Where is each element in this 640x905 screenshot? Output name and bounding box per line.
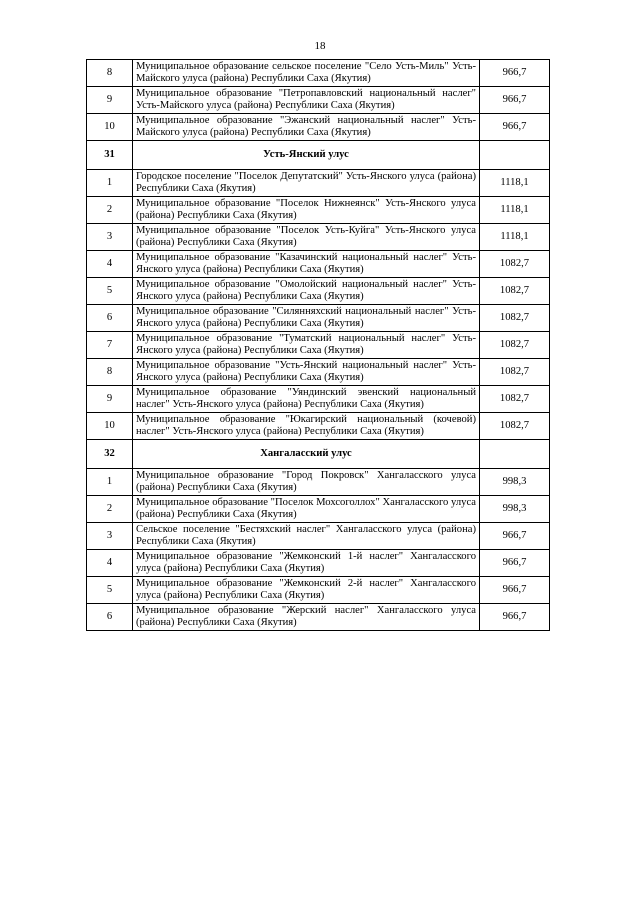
table-row xyxy=(87,523,550,550)
row-value: 1118,1 xyxy=(480,197,550,224)
row-value: 998,3 xyxy=(480,469,550,496)
table-row xyxy=(87,114,550,141)
row-value: 966,7 xyxy=(480,604,550,631)
row-value: 1118,1 xyxy=(480,224,550,251)
row-value: 1082,7 xyxy=(480,278,550,305)
row-number: 9 xyxy=(87,87,133,114)
row-number: 6 xyxy=(87,604,133,631)
table-row xyxy=(87,469,550,496)
row-number: 2 xyxy=(87,496,133,523)
table-row xyxy=(87,550,550,577)
row-number: 1 xyxy=(87,170,133,197)
row-number: 7 xyxy=(87,332,133,359)
municipality-name: Муниципальное образование "Жемконский 1-й наслег" Хангаласского улуса (района) Республики Саха (Якутия) xyxy=(133,550,480,577)
municipality-name: Муниципальное образование "Поселок Нижнеянск" Усть-Янского улуса (района) Республики Саха (Якутия) xyxy=(133,197,480,224)
row-value: 966,7 xyxy=(480,114,550,141)
row-value: 1082,7 xyxy=(480,359,550,386)
section-header-row xyxy=(87,440,550,469)
section-value-empty xyxy=(480,141,550,170)
row-number: 1 xyxy=(87,469,133,496)
municipality-name: Муниципальное образование "Эжанский национальный наслег" Усть-Майского улуса (района) Республики Саха (Якутия) xyxy=(133,114,480,141)
row-value: 1082,7 xyxy=(480,251,550,278)
table-row xyxy=(87,604,550,631)
municipality-name: Муниципальное образование сельское поселение "Село Усть-Миль" Усть-Майского улуса (района) Республики Саха (Якутия) xyxy=(133,60,480,87)
municipality-name: Городское поселение "Поселок Депутатский" Усть-Янского улуса (района) Республики Саха (Якутия) xyxy=(133,170,480,197)
row-value: 1118,1 xyxy=(480,170,550,197)
row-number: 10 xyxy=(87,114,133,141)
table-row xyxy=(87,359,550,386)
row-number: 8 xyxy=(87,60,133,87)
row-number: 10 xyxy=(87,413,133,440)
section-number: 32 xyxy=(87,440,133,469)
municipality-name: Муниципальное образование "Усть-Янский национальный наслег" Усть-Янского улуса (района) Республики Саха (Якутия) xyxy=(133,359,480,386)
table-row xyxy=(87,332,550,359)
section-title: Хангаласский улус xyxy=(133,440,480,469)
page-number: 18 xyxy=(314,40,326,52)
table-row xyxy=(87,278,550,305)
municipality-name: Сельское поселение "Бестяхский наслег" Хангаласского улуса (района) Республики Саха (Якутия) xyxy=(133,523,480,550)
row-number: 8 xyxy=(87,359,133,386)
row-value: 966,7 xyxy=(480,577,550,604)
table-row xyxy=(87,197,550,224)
row-value: 1082,7 xyxy=(480,386,550,413)
row-number: 4 xyxy=(87,251,133,278)
municipality-name: Муниципальное образование "Город Покровск" Хангаласского улуса (района) Республики Саха (Якутия) xyxy=(133,469,480,496)
municipality-name: Муниципальное образование "Поселок Усть-Куйга" Усть-Янского улуса (района) Республики Саха (Якутия) xyxy=(133,224,480,251)
row-value: 966,7 xyxy=(480,87,550,114)
section-number: 31 xyxy=(87,141,133,170)
row-value: 966,7 xyxy=(480,60,550,87)
row-value: 998,3 xyxy=(480,496,550,523)
table-row xyxy=(87,577,550,604)
municipality-name: Муниципальное образование "Казачинский национальный наслег" Усть-Янского улуса (района) Республики Саха (Якутия) xyxy=(133,251,480,278)
section-value-empty xyxy=(480,440,550,469)
municipality-name: Муниципальное образование "Туматский национальный наслег" Усть-Янского улуса (района) Республики Саха (Якутия) xyxy=(133,332,480,359)
row-value: 1082,7 xyxy=(480,413,550,440)
municipality-name: Муниципальное образование "Петропавловский национальный наслег" Усть-Майского улуса (района) Республики Саха (Якутия) xyxy=(133,87,480,114)
municipality-name: Муниципальное образование "Уяндинский эвенский национальный наслег" Усть-Янского улуса (района) Республики Саха (Якутия) xyxy=(133,386,480,413)
table-row xyxy=(87,413,550,440)
table-row xyxy=(87,386,550,413)
table-row xyxy=(87,170,550,197)
row-number: 3 xyxy=(87,523,133,550)
row-value: 1082,7 xyxy=(480,305,550,332)
municipality-name: Муниципальное образование "Юкагирский национальный (кочевой) наслег" Усть-Янского улуса (района) Республики Саха (Якутия) xyxy=(133,413,480,440)
table-row xyxy=(87,87,550,114)
row-number: 5 xyxy=(87,278,133,305)
table-row xyxy=(87,251,550,278)
row-number: 6 xyxy=(87,305,133,332)
row-number: 9 xyxy=(87,386,133,413)
municipality-name: Муниципальное образование "Поселок Мохсоголлох" Хангаласского улуса (района) Республики Саха (Якутия) xyxy=(133,496,480,523)
row-value: 966,7 xyxy=(480,523,550,550)
row-value: 1082,7 xyxy=(480,332,550,359)
row-number: 4 xyxy=(87,550,133,577)
municipality-name: Муниципальное образование "Жерский наслег" Хангаласского улуса (района) Республики Саха (Якутия) xyxy=(133,604,480,631)
table-body xyxy=(87,60,550,631)
table-row xyxy=(87,496,550,523)
row-value: 966,7 xyxy=(480,550,550,577)
municipality-name: Муниципальное образование "Жемконский 2-й наслег" Хангаласского улуса (района) Республики Саха (Якутия) xyxy=(133,577,480,604)
section-title: Усть-Янский улус xyxy=(133,141,480,170)
row-number: 5 xyxy=(87,577,133,604)
table-row xyxy=(87,60,550,87)
table-row xyxy=(87,224,550,251)
section-header-row xyxy=(87,141,550,170)
municipalities-table xyxy=(86,59,550,631)
row-number: 3 xyxy=(87,224,133,251)
table-row xyxy=(87,305,550,332)
municipality-name: Муниципальное образование "Силянняхский национальный наслег" Усть-Янского улуса (района) Республики Саха (Якутия) xyxy=(133,305,480,332)
municipality-name: Муниципальное образование "Омолойский национальный наслег" Усть-Янского улуса (района) Республики Саха (Якутия) xyxy=(133,278,480,305)
row-number: 2 xyxy=(87,197,133,224)
